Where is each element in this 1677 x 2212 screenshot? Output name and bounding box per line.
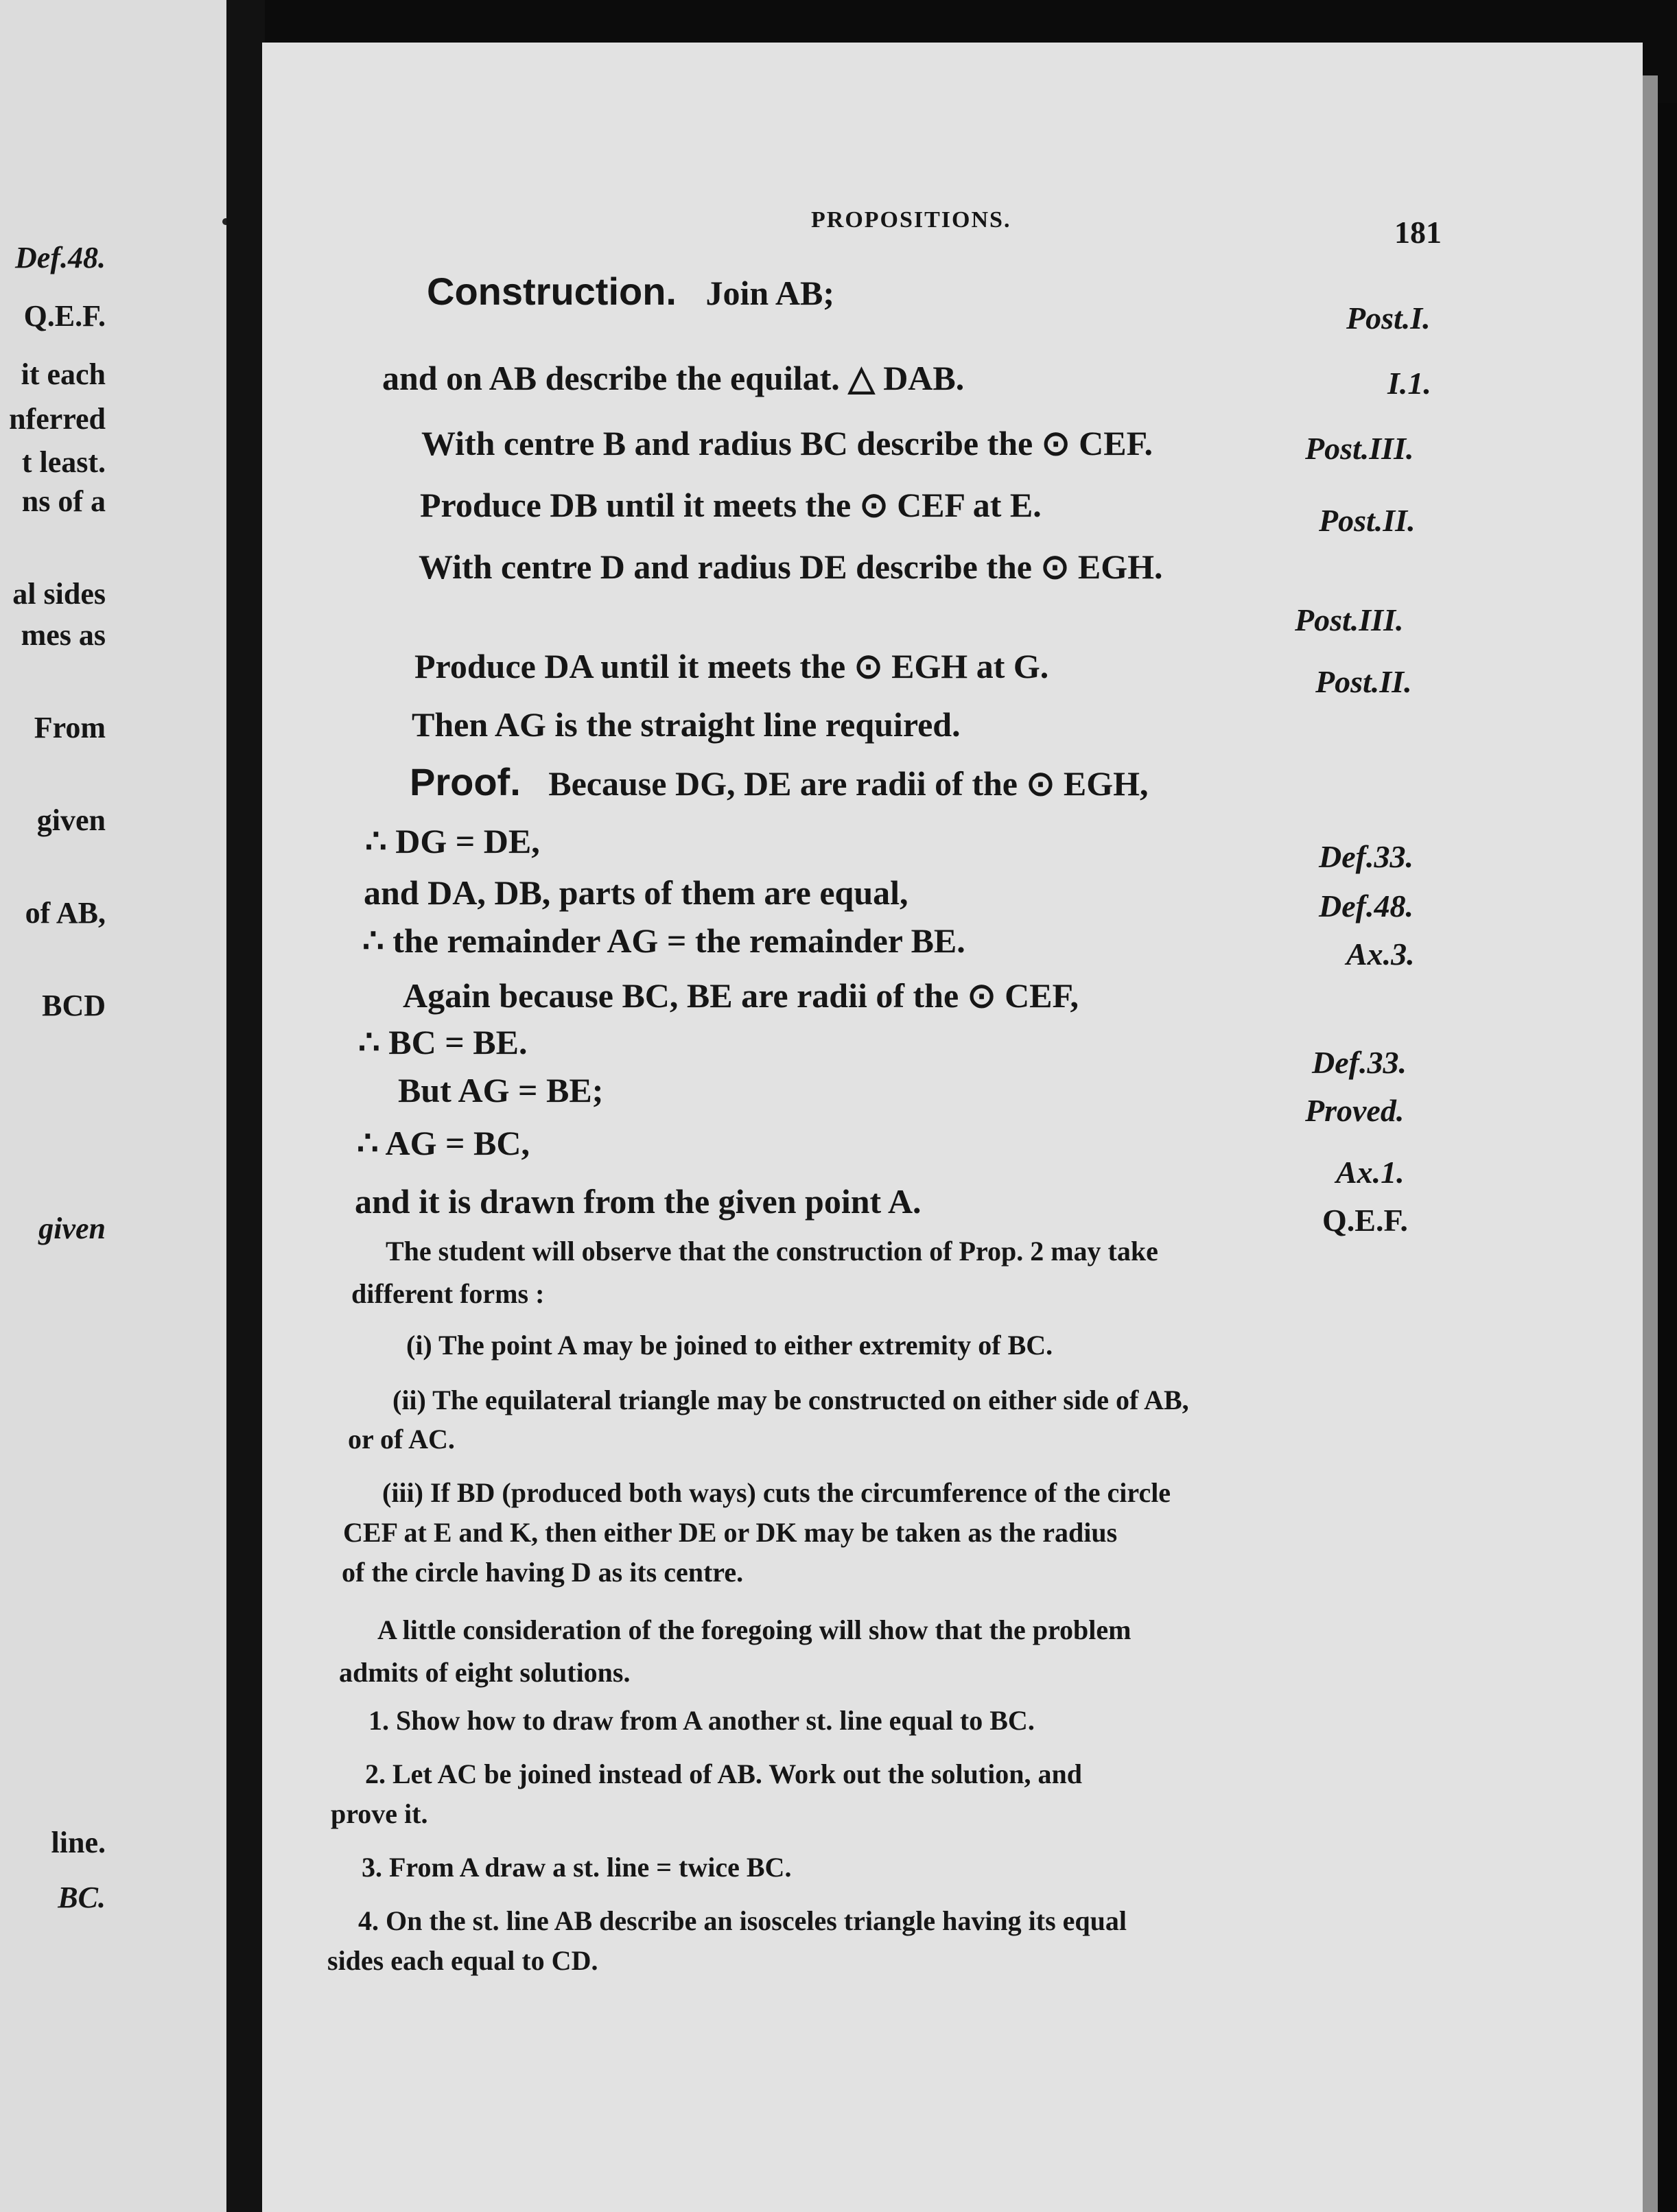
exercise: 4. On the st. line AB describe an isosceles triangle having its equal bbox=[358, 1905, 1127, 1936]
proof-step: ∴ DG = DE, bbox=[365, 822, 540, 860]
reference: Post.II. bbox=[1315, 664, 1412, 699]
reference: Def.33. bbox=[1312, 1045, 1407, 1080]
proof-step: But AG = BE; bbox=[398, 1071, 604, 1109]
construction-step: Then AG is the straight line required. bbox=[412, 705, 961, 744]
left-page-line: BC. bbox=[58, 1881, 106, 1914]
reference: Proved. bbox=[1305, 1093, 1405, 1128]
proof-line bbox=[410, 760, 1149, 804]
reference: Def.48. bbox=[1319, 889, 1414, 923]
left-page-line: From bbox=[34, 711, 106, 744]
left-page-line: line. bbox=[51, 1826, 106, 1859]
reference: Post.II. bbox=[1319, 503, 1416, 538]
left-page-line: given bbox=[38, 1212, 106, 1245]
proof-step: Again because BC, BE are radii of the ⊙ CEF, bbox=[403, 976, 1079, 1015]
page-edge bbox=[1643, 75, 1658, 2212]
note-text: of the circle having D as its centre. bbox=[342, 1557, 744, 1588]
left-page-line: mes as bbox=[21, 618, 106, 652]
proof-step: ∴ AG = BC, bbox=[357, 1124, 530, 1162]
left-page-line: BCD bbox=[42, 989, 106, 1022]
left-page-line: of AB, bbox=[25, 896, 106, 930]
exercise: sides each equal to CD. bbox=[327, 1945, 598, 1976]
reference: Ax.3. bbox=[1346, 937, 1415, 972]
left-page-line: ns of a bbox=[21, 484, 106, 518]
left-page-line: it each bbox=[21, 357, 106, 391]
left-page-line: t least. bbox=[21, 445, 106, 479]
exercise: 3. From A draw a st. line = twice BC. bbox=[362, 1852, 792, 1883]
note-text: A little consideration of the foregoing will show that the problem bbox=[377, 1614, 1131, 1645]
page-number: 181 bbox=[1394, 215, 1442, 250]
exercise: 1. Show how to draw from A another st. line equal to BC. bbox=[368, 1705, 1035, 1736]
construction-line bbox=[427, 269, 834, 314]
exercise: 2. Let AC be joined instead of AB. Work out the solution, and bbox=[365, 1758, 1082, 1789]
proof-label: Proof. bbox=[410, 760, 521, 803]
reference: Post.III. bbox=[1305, 431, 1414, 466]
page-edge-shadow bbox=[1658, 103, 1677, 2212]
left-page-line: al sides bbox=[12, 577, 106, 611]
reference: Q.E.F. bbox=[1322, 1203, 1408, 1238]
note-text: (iii) If BD (produced both ways) cuts the circumference of the circle bbox=[382, 1477, 1171, 1508]
note-text: (ii) The equilateral triangle may be constructed on either side of AB, bbox=[392, 1385, 1189, 1415]
proof-step: Because DG, DE are radii of the ⊙ EGH, bbox=[548, 764, 1149, 803]
left-page-line: given bbox=[36, 803, 106, 837]
left-page-line: Def.48. bbox=[15, 241, 106, 274]
right-page bbox=[262, 43, 1643, 2212]
note-text: (i) The point A may be joined to either extremity of BC. bbox=[406, 1330, 1053, 1361]
construction-step: With centre B and radius BC describe the ⊙ CEF. bbox=[421, 424, 1153, 462]
note-text: different forms : bbox=[351, 1278, 545, 1309]
book-gutter bbox=[226, 0, 265, 2212]
reference: Post.I. bbox=[1346, 301, 1431, 336]
proof-step: ∴ the remainder AG = the remainder BE. bbox=[362, 921, 965, 960]
left-page bbox=[0, 0, 226, 2212]
proof-step: ∴ BC = BE. bbox=[358, 1023, 528, 1061]
note-text: admits of eight solutions. bbox=[339, 1657, 631, 1688]
proof-step: and it is drawn from the given point A. bbox=[355, 1182, 922, 1221]
construction-label: Construction. bbox=[427, 270, 677, 313]
exercise: prove it. bbox=[331, 1798, 428, 1829]
left-page-line: Q.E.F. bbox=[23, 299, 106, 333]
left-page-line: nferred bbox=[9, 402, 106, 436]
reference: Ax.1. bbox=[1336, 1155, 1405, 1190]
reference: Def.33. bbox=[1319, 839, 1414, 874]
note-text: CEF at E and K, then either DE or DK may be taken as the radius bbox=[343, 1517, 1118, 1548]
note-text: The student will observe that the construction of Prop. 2 may take bbox=[386, 1236, 1158, 1267]
construction-step: Produce DB until it meets the ⊙ CEF at E. bbox=[420, 486, 1042, 524]
reference: Post.III. bbox=[1295, 602, 1404, 637]
construction-step: and on AB describe the equilat. △ DAB. bbox=[382, 359, 965, 397]
note-text: or of AC. bbox=[348, 1424, 455, 1455]
construction-step: With centre D and radius DE describe the ⊙ EGH. bbox=[419, 548, 1163, 586]
construction-step: Join AB; bbox=[705, 274, 835, 312]
proof-step: and DA, DB, parts of them are equal, bbox=[364, 873, 908, 912]
running-header: PROPOSITIONS. bbox=[811, 207, 1011, 233]
construction-step: Produce DA until it meets the ⊙ EGH at G. bbox=[414, 647, 1049, 685]
reference: I.1. bbox=[1387, 366, 1431, 401]
